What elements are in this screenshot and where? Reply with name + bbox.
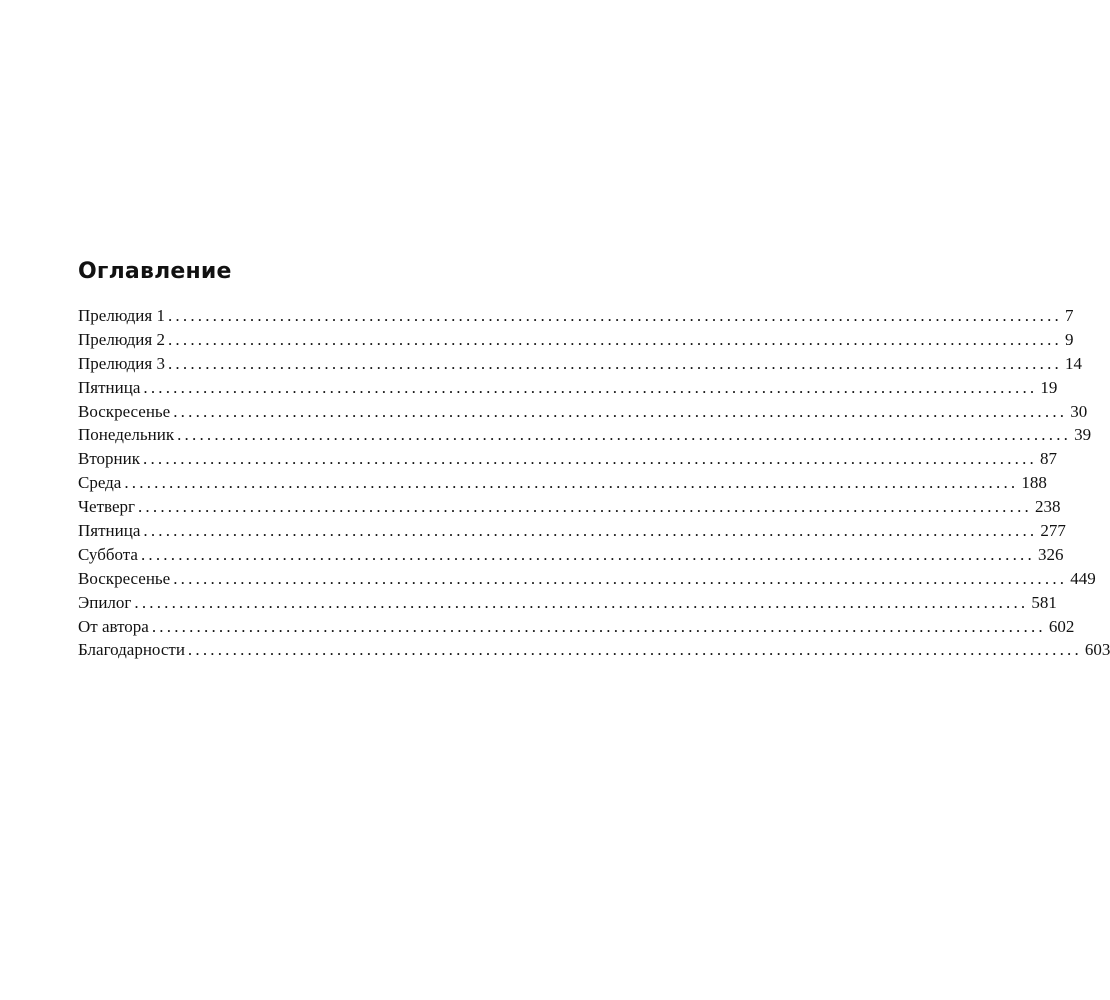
toc-entry[interactable] bbox=[78, 423, 1092, 447]
entry-title: Среда bbox=[78, 473, 122, 493]
toc-entry[interactable] bbox=[78, 495, 1061, 519]
toc-entry[interactable] bbox=[78, 567, 1096, 591]
entry-page-number: 238 bbox=[1034, 497, 1061, 517]
entry-title: Прелюдия 1 bbox=[78, 306, 165, 325]
toc-entry[interactable] bbox=[78, 638, 1110, 662]
entry-title: Вторник bbox=[78, 449, 140, 469]
entry-page-number: 326 bbox=[1037, 544, 1064, 564]
entry-title: Пятница bbox=[78, 377, 141, 397]
entry-title: Прелюдия 3 bbox=[78, 353, 165, 373]
entry-page-number: 87 bbox=[1040, 449, 1057, 469]
entry-title: Воскресенье bbox=[78, 401, 171, 421]
entry-page-number: 30 bbox=[1070, 401, 1088, 421]
dot-leader: ........................................................................................................................ bbox=[167, 306, 1062, 325]
dot-leader: ........................................................................................................................ bbox=[177, 425, 1072, 445]
toc-entry[interactable] bbox=[78, 447, 1057, 471]
dot-leader: ........................................................................................................................ bbox=[143, 377, 1038, 397]
toc-entry[interactable] bbox=[78, 352, 1082, 376]
entry-title: Суббота bbox=[78, 544, 138, 564]
dot-leader: ........................................................................................................................ bbox=[134, 592, 1029, 612]
toc-entry[interactable] bbox=[78, 304, 1074, 328]
entry-page-number: 449 bbox=[1070, 568, 1096, 588]
entry-title: Пятница bbox=[78, 521, 141, 541]
entry-page-number: 39 bbox=[1074, 425, 1092, 445]
dot-leader: ........................................................................................................................ bbox=[137, 497, 1032, 517]
entry-title: От автора bbox=[78, 616, 149, 636]
dot-leader: ........................................................................................................................ bbox=[143, 449, 1037, 469]
entry-title: Эпилог bbox=[78, 592, 132, 612]
dot-leader: ........................................................................................................................ bbox=[167, 329, 1062, 349]
entry-title: Четверг bbox=[78, 497, 135, 517]
entry-page-number: 14 bbox=[1064, 353, 1082, 373]
entry-title: Благодарности bbox=[78, 640, 185, 660]
entry-page-number: 581 bbox=[1031, 592, 1057, 612]
entry-page-number: 277 bbox=[1040, 521, 1066, 541]
entry-title: Прелюдия 2 bbox=[78, 329, 165, 349]
toc-entry[interactable] bbox=[78, 519, 1066, 543]
dot-leader: ........................................................................................................................ bbox=[151, 616, 1046, 636]
entry-page-number: 9 bbox=[1064, 329, 1074, 349]
entry-page-number: 602 bbox=[1048, 616, 1075, 636]
dot-leader: ........................................................................................................................ bbox=[143, 521, 1038, 541]
entry-page-number: 603 bbox=[1084, 640, 1110, 660]
toc-entry[interactable] bbox=[78, 615, 1075, 639]
entry-title: Понедельник bbox=[78, 425, 175, 445]
toc-entry[interactable] bbox=[78, 591, 1057, 615]
dot-leader: ........................................................................................................................ bbox=[173, 568, 1068, 588]
dot-leader: ........................................................................................................................ bbox=[167, 353, 1062, 373]
toc-entry[interactable] bbox=[78, 543, 1064, 567]
dot-leader: ........................................................................................................................ bbox=[173, 401, 1068, 421]
toc-entry[interactable] bbox=[78, 328, 1074, 352]
entry-page-number: 188 bbox=[1021, 473, 1047, 493]
entry-page-number: 19 bbox=[1040, 377, 1058, 397]
toc-heading: Оглавление bbox=[78, 259, 232, 284]
dot-leader: ........................................................................................................................ bbox=[187, 640, 1082, 660]
entry-page-number: 7 bbox=[1064, 306, 1074, 325]
toc-entry[interactable] bbox=[78, 376, 1058, 400]
dot-leader: ........................................................................................................................ bbox=[124, 473, 1019, 493]
table-of-contents bbox=[78, 258, 1110, 662]
toc-entry[interactable] bbox=[78, 471, 1047, 495]
dot-leader: ........................................................................................................................ bbox=[140, 544, 1035, 564]
toc-entry[interactable] bbox=[78, 400, 1088, 424]
entry-title: Воскресенье bbox=[78, 568, 171, 588]
toc-list bbox=[78, 304, 1110, 662]
